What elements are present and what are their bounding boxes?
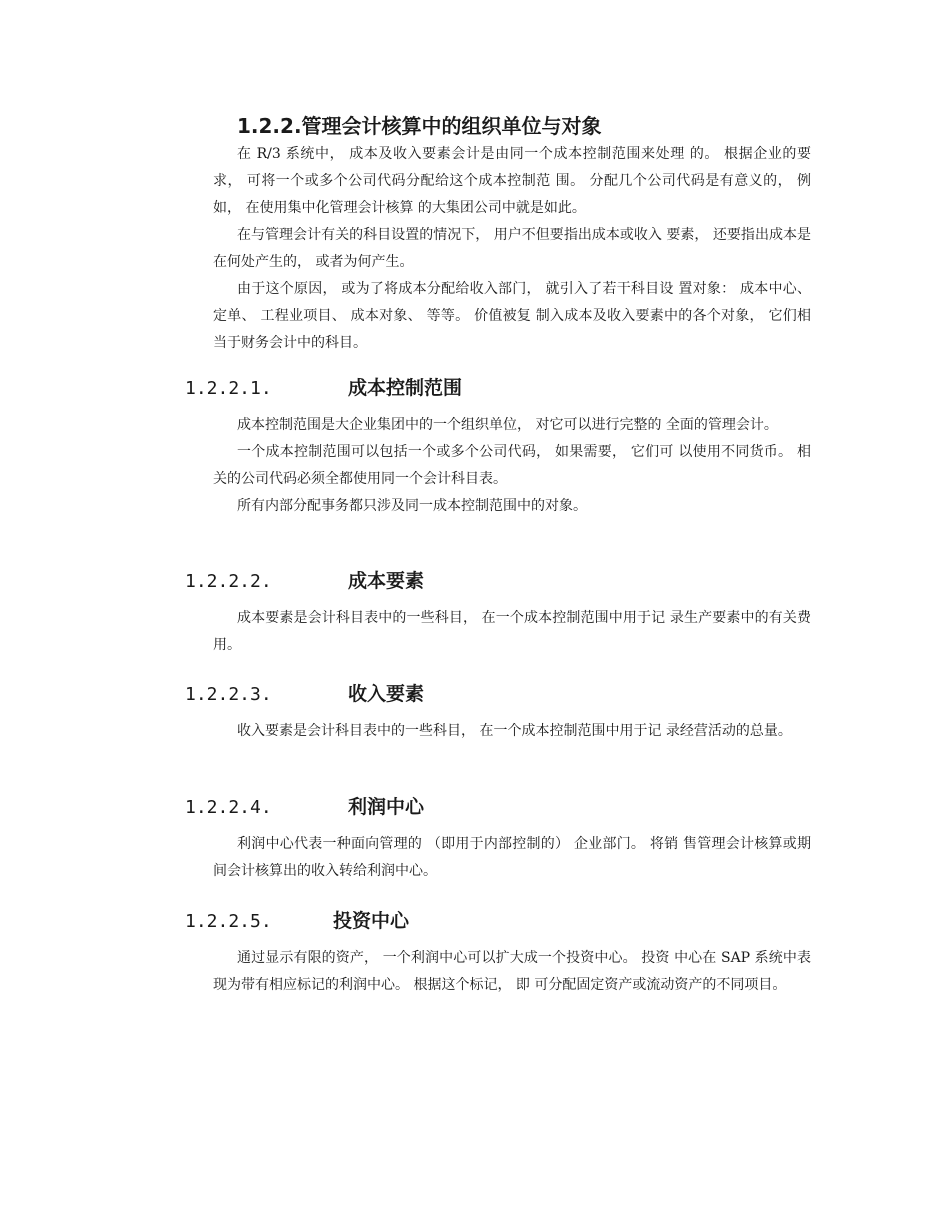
main-heading: 1.2.2.管理会计核算中的组织单位与对象 [237, 114, 602, 138]
section-paragraph: 所有内部分配事务都只涉及同一成本控制范围中的对象。 [237, 498, 587, 514]
section-paragraph: 利润中心代表一种面向管理的 （即用于内部控制的） 企业部门。 将销 售管理会计核算或期间会计核算出的收入转给利润中心。 [213, 836, 811, 879]
section-paragraph: 成本要素是会计科目表中的一些科目， 在一个成本控制范围中用于记 录生产要素中的有关费用。 [213, 610, 811, 653]
section-heading [185, 793, 425, 822]
intro-paragraph: 由于这个原因， 或为了将成本分配给收入部门， 就引入了若干科目设 置对象： 成本中心、 定单、 工程业项目、 成本对象、 等等。 价值被复 制入成本及收入要素中的各个对象， 它们相当于财务会计中的科目。 [213, 281, 811, 351]
section-heading [185, 907, 410, 936]
section-title: 成本要素 [348, 570, 425, 592]
section-body [213, 831, 811, 885]
section-paragraph: 一个成本控制范围可以包括一个或多个公司代码， 如果需要， 它们可 以使用不同货币。 相关的公司代码必须全都使用同一个会计科目表。 [213, 444, 811, 487]
section-paragraph: 收入要素是会计科目表中的一些科目， 在一个成本控制范围中用于记 录经营活动的总量。 [237, 723, 792, 739]
section-number: 1.2.2.2. [185, 571, 272, 592]
section-body [213, 718, 811, 745]
section-number: 1.2.2.4. [185, 797, 272, 818]
section-body [213, 412, 811, 520]
intro-block [213, 141, 811, 357]
section-title: 利润中心 [348, 796, 425, 818]
section-heading [185, 567, 425, 596]
section-title: 投资中心 [333, 910, 410, 932]
section-paragraph: 通过显示有限的资产， 一个利润中心可以扩大成一个投资中心。 投资 中心在 SAP 系统中表现为带有相应标记的利润中心。 根据这个标记， 即 可分配固定资产或流动资产的不同项目。 [213, 950, 811, 993]
section-title: 成本控制范围 [348, 377, 463, 399]
section-number: 1.2.2.3. [185, 684, 272, 705]
section-heading [185, 680, 425, 709]
section-number: 1.2.2.5. [185, 911, 272, 932]
section-body [213, 605, 811, 659]
intro-paragraph: 在 R/3 系统中， 成本及收入要素会计是由同一个成本控制范围来处理 的。 根据企业的要求， 可将一个或多个公司代码分配给这个成本控制范 围。 分配几个公司代码是有意义的， 例如， 在使用集中化管理会计核算 的大集团公司中就是如此。 [213, 146, 811, 216]
section-number: 1.2.2.1. [185, 378, 272, 399]
section-title: 收入要素 [348, 683, 425, 705]
section-paragraph: 成本控制范围是大企业集团中的一个组织单位， 对它可以进行完整的 全面的管理会计。 [237, 417, 778, 433]
intro-paragraph: 在与管理会计有关的科目设置的情况下， 用户不但要指出成本或收入 要素， 还要指出成本是在何处产生的， 或者为何产生。 [213, 227, 811, 270]
section-heading [185, 374, 463, 403]
section-body [213, 945, 811, 999]
